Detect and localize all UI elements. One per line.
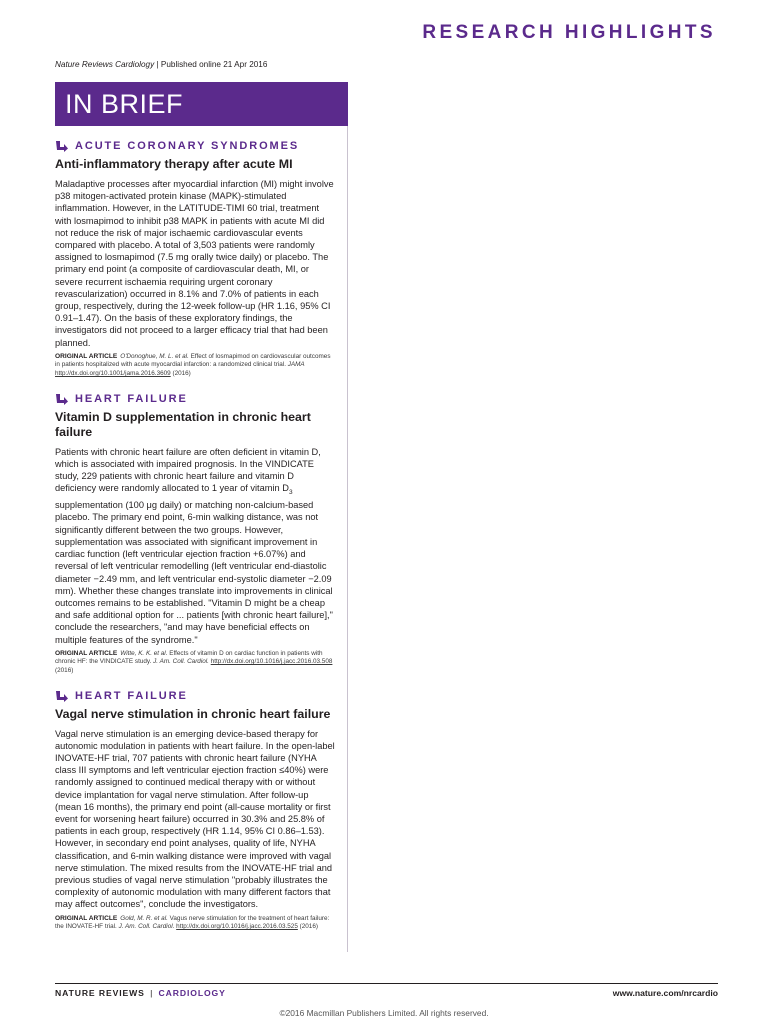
arrow-icon [55, 690, 69, 702]
arrow-icon [55, 393, 69, 405]
publication-line [55, 60, 267, 69]
arrow-icon [55, 140, 69, 152]
ref-journal: JAMA [287, 361, 305, 369]
doi-link[interactable]: http://dx.doi.org/10.1016/j.jacc.2016.03.508 [210, 658, 333, 666]
entry-headline: Anti-inflammatory therapy after acute MI [55, 157, 293, 171]
journal-name: Nature Reviews Cardiology [55, 60, 155, 69]
publication-info: | Published online 21 Apr 2016 [156, 60, 268, 69]
category-label: HEART FAILURE [75, 689, 188, 702]
entry-body: Maladaptive processes after myocardial infarction (MI) might involve p38 mitogen-activated protein kinase (MAPK)-stimulated inflammation. However, in the LATITUDE-TIMI 60 trial, treatment with losmapimod to inhibit p38 MAPK in patients with acute MI did not reduce the risk of major ischaemic cardiovascular events compared with placebo. A total of 3,503 patients were randomly assigned to losmapimod (7.5 mg orally twice daily) or placebo. The primary end point (a composite of cardiovascular death, MI, or severe recurrent ischaemia requiring urgent coronary revascularization) occurred in 8.1% and 7.0% of patients in each group, respectively, during the 12-week follow-up (HR 1.16, 95% CI 0.91–1.47). On the basis of these exploratory findings, the investigators did not proceed to a larger efficacy trial that had been planned. [55, 179, 334, 348]
entry-body [55, 446, 335, 646]
ref-journal: J. Am. Coll. Cardiol. [118, 923, 175, 931]
ref-label: ORIGINAL ARTICLE [55, 352, 118, 360]
category-row [55, 138, 335, 154]
entry-headline: Vitamin D supplementation in chronic heart failure [55, 409, 311, 439]
category-label: HEART FAILURE [75, 392, 188, 405]
original-article-ref [55, 353, 335, 379]
body-part: Patients with chronic heart failure are often deficient in vitamin D, which is associated with impaired prognosis. In the VINDICATE study, 229 patients with chronic heart failure and vitamin D deficiency were randomly allocated to 1 year of vitamin D [55, 446, 321, 494]
copyright-notice: ©2016 Macmillan Publishers Limited. All rights reserved. [279, 1008, 489, 1018]
category-row [55, 391, 335, 407]
ref-year: (2016) [172, 370, 191, 378]
body-part: supplementation (100 μg daily) or matching non-calcium-based placebo. The primary end point, 6-min walking distance, was not significantly different between the two groups. However, supplementation was associated with significant improvement in cardiac function (left ventricular ejection fraction +6.07%) and reversal of left ventricular remodelling (left ventricular end-diastolic diameter −2.49 mm, and left ventricular end-systolic diameter −2.09 mm). Whether these changes translate into improvements in clinical outcomes remains to be established. "Vitamin D might be a cheap and safe additional option for ... patients [with chronic heart failure]," conclude the researchers, "and may have beneficial effects on multiple features of the syndrome." [55, 500, 333, 645]
entry-headline: Vagal nerve stimulation in chronic heart failure [55, 706, 331, 721]
ref-title: Effect of losmapimod on cardiovascular outcomes in patients hospitalized with acute myocardial infarction: a randomized clinical trial. [55, 352, 331, 369]
footer-separator: | [150, 988, 154, 998]
body-subscript: 3 [288, 489, 293, 497]
footer-journal [55, 988, 226, 998]
doi-link[interactable]: http://dx.doi.org/10.1001/jama.2016.3609 [55, 370, 171, 378]
ref-title: Vagus nerve stimulation for the treatment of heart failure: the INOVATE-HF trial. [55, 914, 330, 931]
original-article-ref [55, 915, 335, 932]
in-brief-title: IN BRIEF [55, 82, 348, 126]
ref-label: ORIGINAL ARTICLE [55, 649, 118, 657]
category-label: ACUTE CORONARY SYNDROMES [75, 140, 300, 152]
brief-entry [55, 391, 347, 676]
ref-label: ORIGINAL ARTICLE [55, 914, 118, 922]
ref-title: Effects of vitamin D on cardiac function in patients with chronic HF: the VINDICATE study. [55, 649, 323, 666]
ref-year: (2016) [55, 666, 74, 674]
ref-authors: Witte, K. K. et al. [120, 649, 168, 657]
ref-authors: Gold, M. R. et al. [120, 914, 168, 922]
entries-list [55, 126, 347, 932]
ref-authors: O'Donoghue, M. L. et al. [120, 352, 189, 360]
brief-entry [55, 138, 347, 379]
in-brief-panel [55, 82, 348, 952]
category-row [55, 688, 335, 704]
ref-year: (2016) [299, 923, 318, 931]
entry-body: Vagal nerve stimulation is an emerging device-based therapy for autonomic modulation in patients with heart failure. In the open-label INOVATE-HF trial, 707 patients with chronic heart failure (NYHA class III symptoms and left ventricular ejection fraction ≤40%) were randomly assigned to continued medical therapy with or without device implantation for vagal nerve stimulation. After follow-up (mean 16 months), the primary end point (all-cause mortality or first event for worsening heart failure) occurred in 30.3% and 25.8% of patients in each group, respectively (HR 1.14, 95% CI 0.86–1.53). However, in secondary end point analyses, quality of life, NYHA classification, and 6-min walking distance were improved with vagal nerve stimulation. The mixed results from the INOVATE-HF trial and previous studies of vagal nerve stimulation "probably illustrates the complexity of autonomic modulation with many different factors that may affect outcomes", conclude the investigators. [55, 728, 335, 910]
brief-entry [55, 688, 347, 932]
footer-url[interactable]: www.nature.com/nrcardio [612, 988, 718, 998]
ref-journal: J. Am. Coll. Cardiol. [153, 658, 209, 666]
original-article-ref [55, 650, 335, 676]
footer-rule [55, 983, 718, 984]
footer-journal-part1: NATURE REVIEWS [55, 988, 145, 998]
section-title: RESEARCH HIGHLIGHTS [422, 22, 716, 43]
doi-link[interactable]: http://dx.doi.org/10.1016/j.jacc.2016.03.525 [176, 923, 298, 931]
footer-journal-part2: CARDIOLOGY [158, 988, 226, 998]
